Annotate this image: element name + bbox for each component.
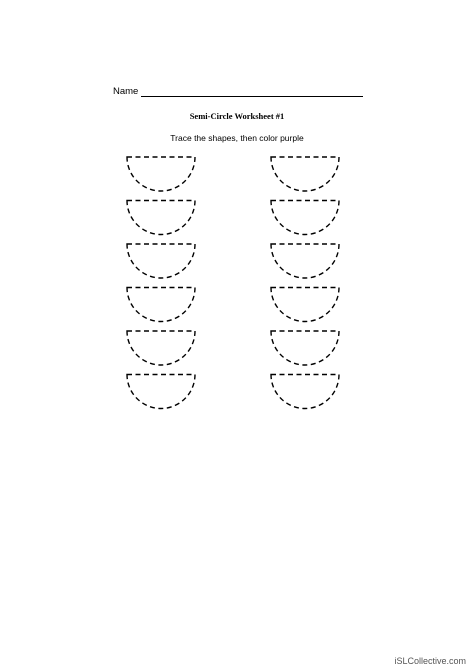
worksheet-title: Semi-Circle Worksheet #1 [189, 111, 285, 121]
semi-circle-shape [271, 288, 339, 322]
semi-circle-shape [271, 375, 339, 409]
worksheet-instruction: Trace the shapes, then color purple [170, 133, 304, 143]
semi-circle-shape [271, 331, 339, 365]
semi-circle-shape [271, 157, 339, 191]
semi-circle-shape [127, 331, 195, 365]
semi-circle-shape [127, 201, 195, 235]
semi-circle-shape [271, 201, 339, 235]
watermark: iSLCollective.com [394, 656, 466, 666]
semi-circle-shape [271, 244, 339, 278]
semi-circle-shape [127, 375, 195, 409]
semi-circle-shape [127, 244, 195, 278]
name-label: Name [113, 86, 139, 97]
semi-circle-shape [127, 288, 195, 322]
semi-circle-shape [127, 157, 195, 191]
